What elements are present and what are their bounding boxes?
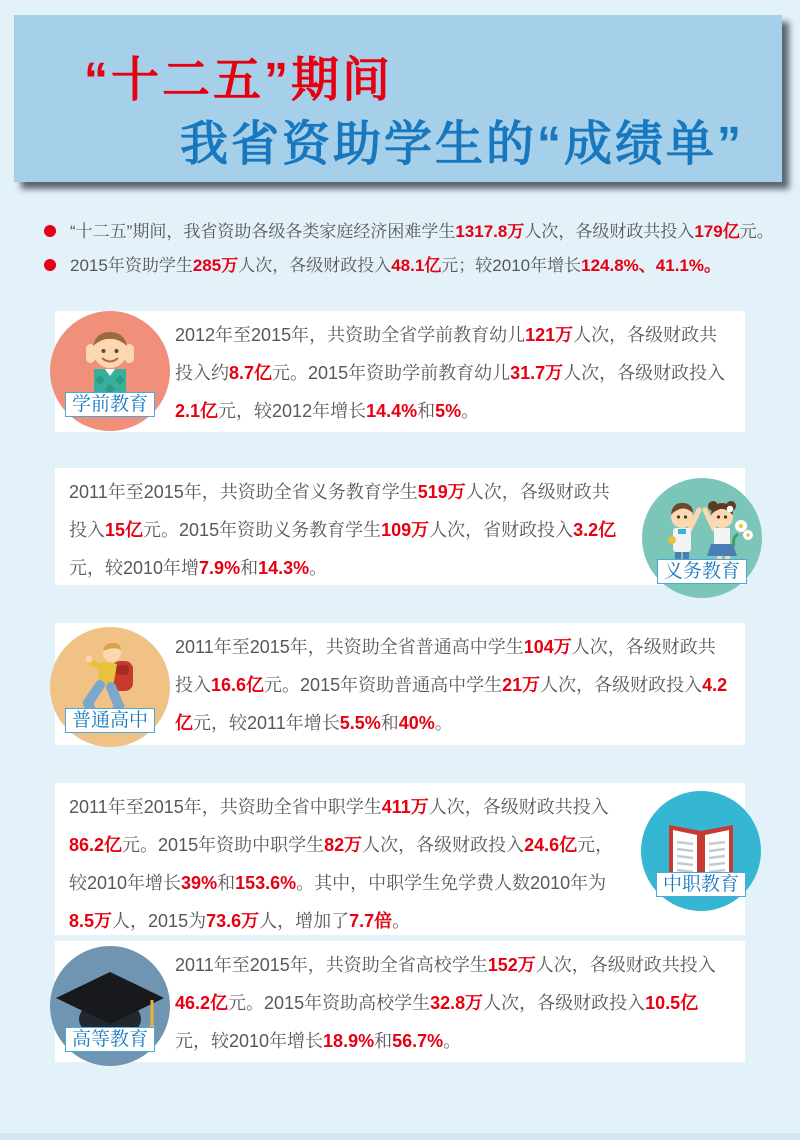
section-text: 2011年至2015年，共资助全省高校学生152万人次，各级财政共投入46.2亿元。2015年资助高校学生32.8万人次，各级财政投入10.5亿元，较2010年增长18.9%和56.7%。 — [175, 955, 716, 1051]
section-label: 高等教育 — [65, 1027, 155, 1052]
highschool-badge — [50, 627, 170, 747]
compulsory-badge — [642, 478, 762, 598]
summary-bullets — [44, 219, 776, 287]
section-text: 2011年至2015年，共资助全省中职学生411万人次，各级财政共投入86.2亿元。2015年资助中职学生82万人次，各级财政投入24.6亿元，较2010年增长39%和153.6%。其中，中职学生免学费人数2010年为8.5万人，2015为73.6万人，增加了7.7倍。 — [69, 797, 614, 931]
vocational-badge — [641, 791, 761, 911]
header-banner — [14, 15, 782, 182]
section-text: 2012年至2015年，共资助全省学前教育幼儿121万人次，各级财政共投入约8.7亿元。2015年资助学前教育幼儿31.7万人次，各级财政投入2.1亿元，较2012年增长14.4%和5%。 — [175, 325, 726, 421]
section-label: 普通高中 — [65, 708, 155, 733]
bullet-dot-icon — [44, 259, 56, 271]
preschool-badge — [50, 311, 170, 431]
summary-bullet-1-text: “十二五”期间，我省资助各级各类家庭经济困难学生1317.8万人次，各级财政共投入179亿元。 — [70, 222, 774, 241]
summary-bullet-2-text: 2015年资助学生285万人次，各级财政投入48.1亿元；较2010年增长124.8%、41.1%。 — [70, 256, 721, 275]
section-label: 义务教育 — [657, 559, 747, 584]
section-label: 学前教育 — [65, 392, 155, 417]
section-label: 中职教育 — [656, 872, 746, 897]
main-title-line2: 我省资助学生的“成绩单” — [180, 118, 745, 171]
bottom-strip — [0, 1133, 800, 1140]
summary-bullet-2 — [44, 253, 776, 278]
main-title-line1: “十二五”期间 — [84, 54, 394, 107]
bullet-dot-icon — [44, 225, 56, 237]
higher-ed-badge — [50, 946, 170, 1066]
section-text: 2011年至2015年，共资助全省义务教育学生519万人次，各级财政共投入15亿元。2015年资助义务教育学生109万人次，省财政投入3.2亿元，较2010年增7.9%和14.3%。 — [69, 482, 617, 578]
summary-bullet-1 — [44, 219, 776, 244]
section-text: 2011年至2015年，共资助全省普通高中学生104万人次，各级财政共投入16.6亿元。2015年资助普通高中学生21万人次，各级财政投入4.2亿元，较2011年增长5.5%和40%。 — [175, 637, 728, 733]
